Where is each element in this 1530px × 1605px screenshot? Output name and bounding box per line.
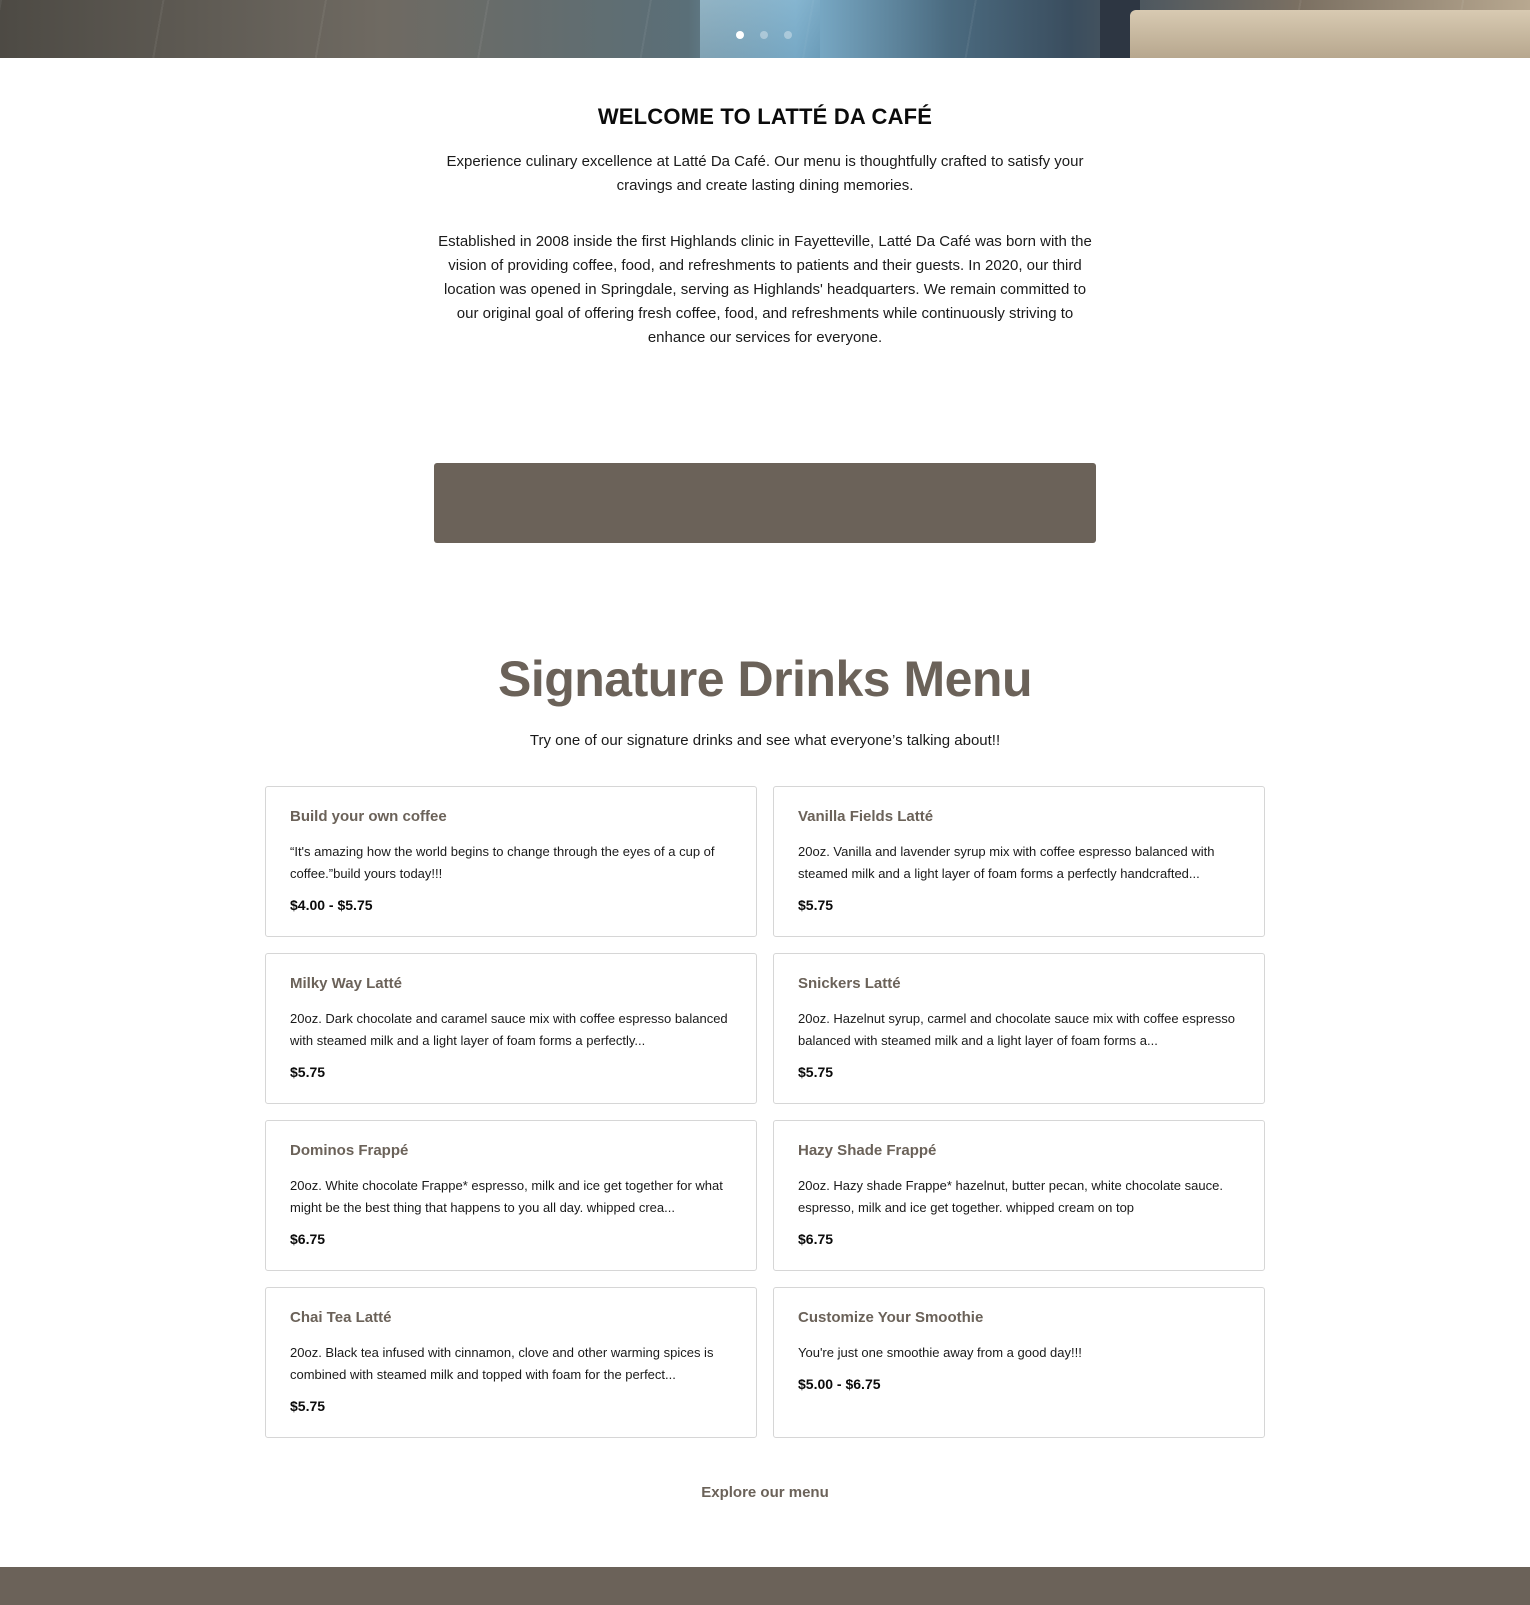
carousel-dots [736,31,792,39]
menu-item-name: Chai Tea Latté [290,1309,392,1326]
menu-item-description: 20oz. Hazelnut syrup, carmel and chocolate sauce mix with coffee espresso balanced with steamed milk and a light layer of foam forms a... [798,1011,1235,1048]
menu-item-name: Hazy Shade Frappé [798,1142,937,1159]
menu-item-name: Snickers Latté [798,975,901,992]
welcome-section [0,104,1530,350]
carousel-dot-1[interactable] [736,31,744,39]
carousel-dot-2[interactable] [760,31,768,39]
menu-item-price: $6.75 [290,1231,326,1247]
menu-item-description: “It's amazing how the world begins to change through the eyes of a cup of coffee.”build yours today!!! [290,844,715,881]
menu-title: Signature Drinks Menu [497,651,1033,707]
menu-item-price: $5.75 [798,897,834,913]
menu-item-name: Vanilla Fields Latté [798,808,934,825]
menu-item-price: $6.75 [798,1231,834,1247]
menu-card[interactable] [265,1287,757,1438]
menu-item-price: $4.00 - $5.75 [290,897,373,913]
welcome-intro: Experience culinary excellence at Latté Da Café. Our menu is thoughtfully crafted to satisfy your cravings and create lasting dining memories. [446,153,1084,194]
menu-card[interactable] [265,1120,757,1271]
explore-menu-link[interactable]: Explore our menu [701,1484,829,1501]
menu-subtitle: Try one of our signature drinks and see what everyone’s talking about!! [529,732,1001,749]
menu-item-name: Milky Way Latté [290,975,402,992]
menu-item-description: 20oz. Black tea infused with cinnamon, clove and other warming spices is combined with steamed milk and topped with foam for the perfect... [290,1345,714,1382]
menu-card[interactable] [773,953,1265,1104]
hero-image-counter [1130,10,1530,58]
menu-grid [265,786,1265,1438]
menu-item-description: 20oz. Dark chocolate and caramel sauce mix with coffee espresso balanced with steamed milk and a light layer of foam forms a perfectly... [290,1011,728,1048]
welcome-title: WELCOME TO LATTÉ DA CAFÉ [597,104,933,129]
menu-item-description: 20oz. White chocolate Frappe* espresso, milk and ice get together for what might be the best thing that happens to you all day. whipped crea... [290,1178,723,1215]
menu-item-description: 20oz. Hazy shade Frappe* hazelnut, butter pecan, white chocolate sauce. espresso, milk and ice get together. whipped cream on top [798,1178,1223,1215]
menu-item-description: You're just one smoothie away from a good day!!! [798,1345,1082,1360]
menu-card[interactable] [773,1120,1265,1271]
footer [0,1567,1530,1605]
menu-item-name: Dominos Frappé [290,1142,409,1159]
menu-item-description: 20oz. Vanilla and lavender syrup mix with coffee espresso balanced with steamed milk and a light layer of foam forms a perfectly handcrafted... [798,844,1215,881]
menu-item-price: $5.75 [798,1064,834,1080]
brown-banner [434,463,1096,543]
menu-card[interactable] [773,786,1265,937]
menu-item-price: $5.75 [290,1064,326,1080]
hero-image-glass [700,0,820,58]
menu-item-price: $5.00 - $6.75 [798,1376,881,1392]
menu-item-name: Customize Your Smoothie [798,1309,984,1326]
menu-card[interactable] [773,1287,1265,1438]
menu-card[interactable] [265,786,757,937]
menu-item-name: Build your own coffee [290,808,447,825]
welcome-story: Established in 2008 inside the first Highlands clinic in Fayetteville, Latté Da Café was born with the vision of providing coffee, food, and refreshments to patients and their guests. In 2020, our third location was opened in Springdale, serving as Highlands' headquarters. We remain committed to our original goal of offering fresh coffee, food, and refreshments while continuously striving to enhance our services for everyone. [438,233,1092,346]
menu-item-price: $5.75 [290,1398,326,1414]
menu-card[interactable] [265,953,757,1104]
carousel-dot-3[interactable] [784,31,792,39]
explore-menu [0,1484,1530,1502]
hero-carousel[interactable] [0,0,1530,58]
